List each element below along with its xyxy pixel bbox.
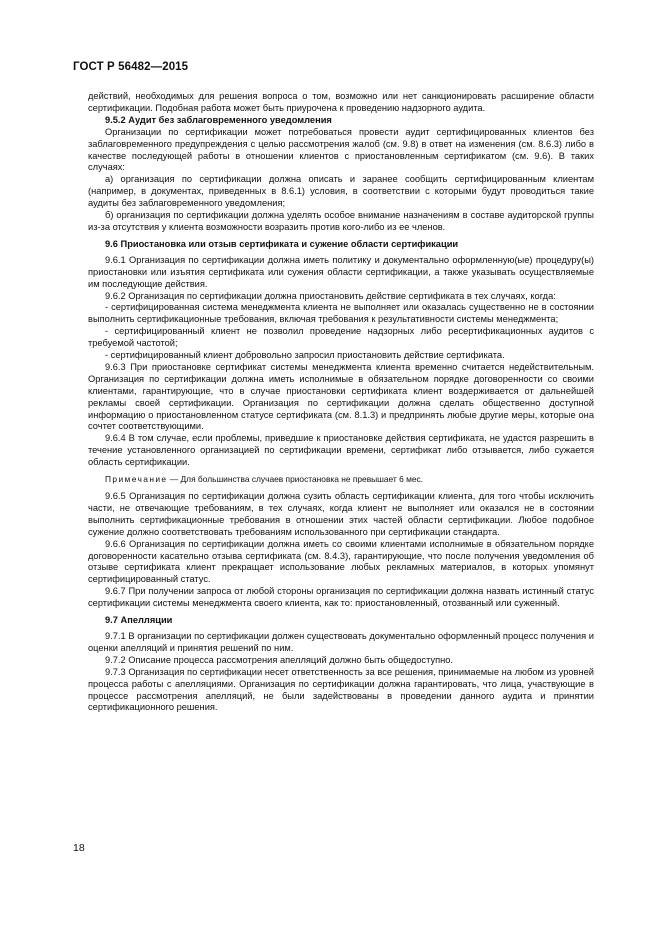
paragraph: 9.6.4 В том случае, если проблемы, приведшие к приостановке действия сертификата, не удастся разрешить в течение установленного организацией по сертификации времени, сертификат либо отзывается, либо сужается область сертификации. — [88, 433, 594, 468]
list-item: а) организация по сертификации должна описать и заранее сообщить сертифицированным клиентам (например, в документах, приведенных в 8.6.1) условия, в соответствии с которыми будут проводиться такие аудиты без заблаговременного уведомления; — [88, 174, 594, 209]
note — [88, 474, 594, 486]
page-number: 18 — [73, 842, 85, 854]
section-heading: 9.6 Приостановка или отзыв сертификата и сужение области сертификации — [105, 238, 459, 249]
paragraph: 9.7.3 Организация по сертификации несет ответственность за все решения, принимаемые на любом из уровней процесса работы с апелляциями. Организация по сертификации должна гарантировать, что лица, участвующие в процессе рассмотрения апелляций, не были задействованы в проведении данного аудита и принятии сертификационного решения. — [88, 666, 594, 713]
paragraph: 9.7.1 В организации по сертификации должен существовать документально оформленный процесс получения и оценки апелляций и принятия решений по ним. — [88, 630, 594, 653]
paragraph: 9.6.7 При получении запроса от любой стороны организация по сертификации должна назвать истинный статус сертификации системы менеджмента своего клиента, как то: приостановленный, отозванный или суженный. — [88, 586, 594, 609]
note-text: — Для большинства случаев приостановка не превышает 6 мес. — [167, 474, 423, 485]
paragraph: действий, необходимых для решения вопроса о том, возможно или нет санкционировать расширение области сертификации. Подобная работа может быть приурочена к проведению надзорного аудита. — [88, 91, 594, 113]
document-body — [88, 91, 594, 714]
section-heading: 9.7 Апелляции — [105, 615, 173, 626]
paragraph: Организации по сертификации может потребоваться провести аудит сертифицированных клиентов без заблаговременного предупреждения с целью рассмотрения жалоб (см. 9.8) в ответ на изменения (см. 8.6.3) либо в качестве последующей работы в отношении клиентов с приостановленным сертификатом (см. 9.6). В таких случаях: — [88, 126, 594, 173]
list-item: - сертифицированный клиент добровольно запросил приостановить действие сертификата. — [105, 350, 505, 361]
paragraph: 9.6.5 Организация по сертификации должна сузить область сертификации клиента, для того чтобы исключить части, не отвечающие требованиям, в тех случаях, когда клиент не выполняет или оказался не в состоянии выполнить сертификационные требования в отношении этих частей области сертификации. Любое подобное сужение должно соответствовать требованиям использованного при сертификации стандарта. — [88, 491, 594, 537]
paragraph: 9.7.2 Описание процесса рассмотрения апелляций должно быть общедоступно. — [105, 654, 454, 665]
paragraph: 9.6.2 Организация по сертификации должна приостановить действие сертификата в тех случаях, когда: — [105, 290, 556, 301]
list-item: б) организация по сертификации должна уделять особое внимание назначениям в составе аудиторской группы из-за отсутствия у клиента возможности возразить против кого-либо из ее членов. — [88, 210, 594, 232]
document-header: ГОСТ Р 56482—2015 — [73, 61, 189, 73]
note-label: Примечание — [105, 474, 168, 485]
list-item: - сертифицированный клиент не позволил проведение надзорных либо ресертификационных аудитов с требуемой частотой; — [88, 326, 594, 349]
paragraph: 9.6.6 Организация по сертификации должна иметь со своими клиентами исполнимые в обязательном порядке договоренности касательно отзыва сертификата (см. 8.4.3), гарантирующие, что после получения уведомления об отзыве сертификата клиент прекращает использование любых рекламных материалов, в которых упомянут сертифицированный статус. — [88, 538, 594, 585]
section-heading: 9.5.2 Аудит без заблаговременного уведомления — [105, 114, 332, 125]
paragraph: 9.6.3 При приостановке сертификат системы менеджмента клиента временно считается недействительным. Организация по сертификации должна иметь исполнимые в обязательном порядке договоренности со своими клиентами, гарантирующие, что в случае приостановки сертификата клиент воздерживается от дальнейшей рекламы своей сертификации. Организация по сертификации должна сделать общественно доступной информацию о приостановленном статусе сертификата (см. 8.1.3) и предпринять любые другие меры, которые она сочтет соответствующими. — [88, 361, 594, 432]
paragraph: 9.6.1 Организация по сертификации должна иметь политику и документально оформленную(ые) процедуру(ы) приостановки или изъятия сертификата или сужения области сертификации, а также указывать осуществляемые им последующие действия. — [88, 254, 594, 289]
list-item: - сертифицированная система менеджмента клиента не выполняет или оказалась существенно не в состоянии выполнить сертификационные требования, включая требования к результативности системы менеджмента; — [88, 302, 594, 325]
